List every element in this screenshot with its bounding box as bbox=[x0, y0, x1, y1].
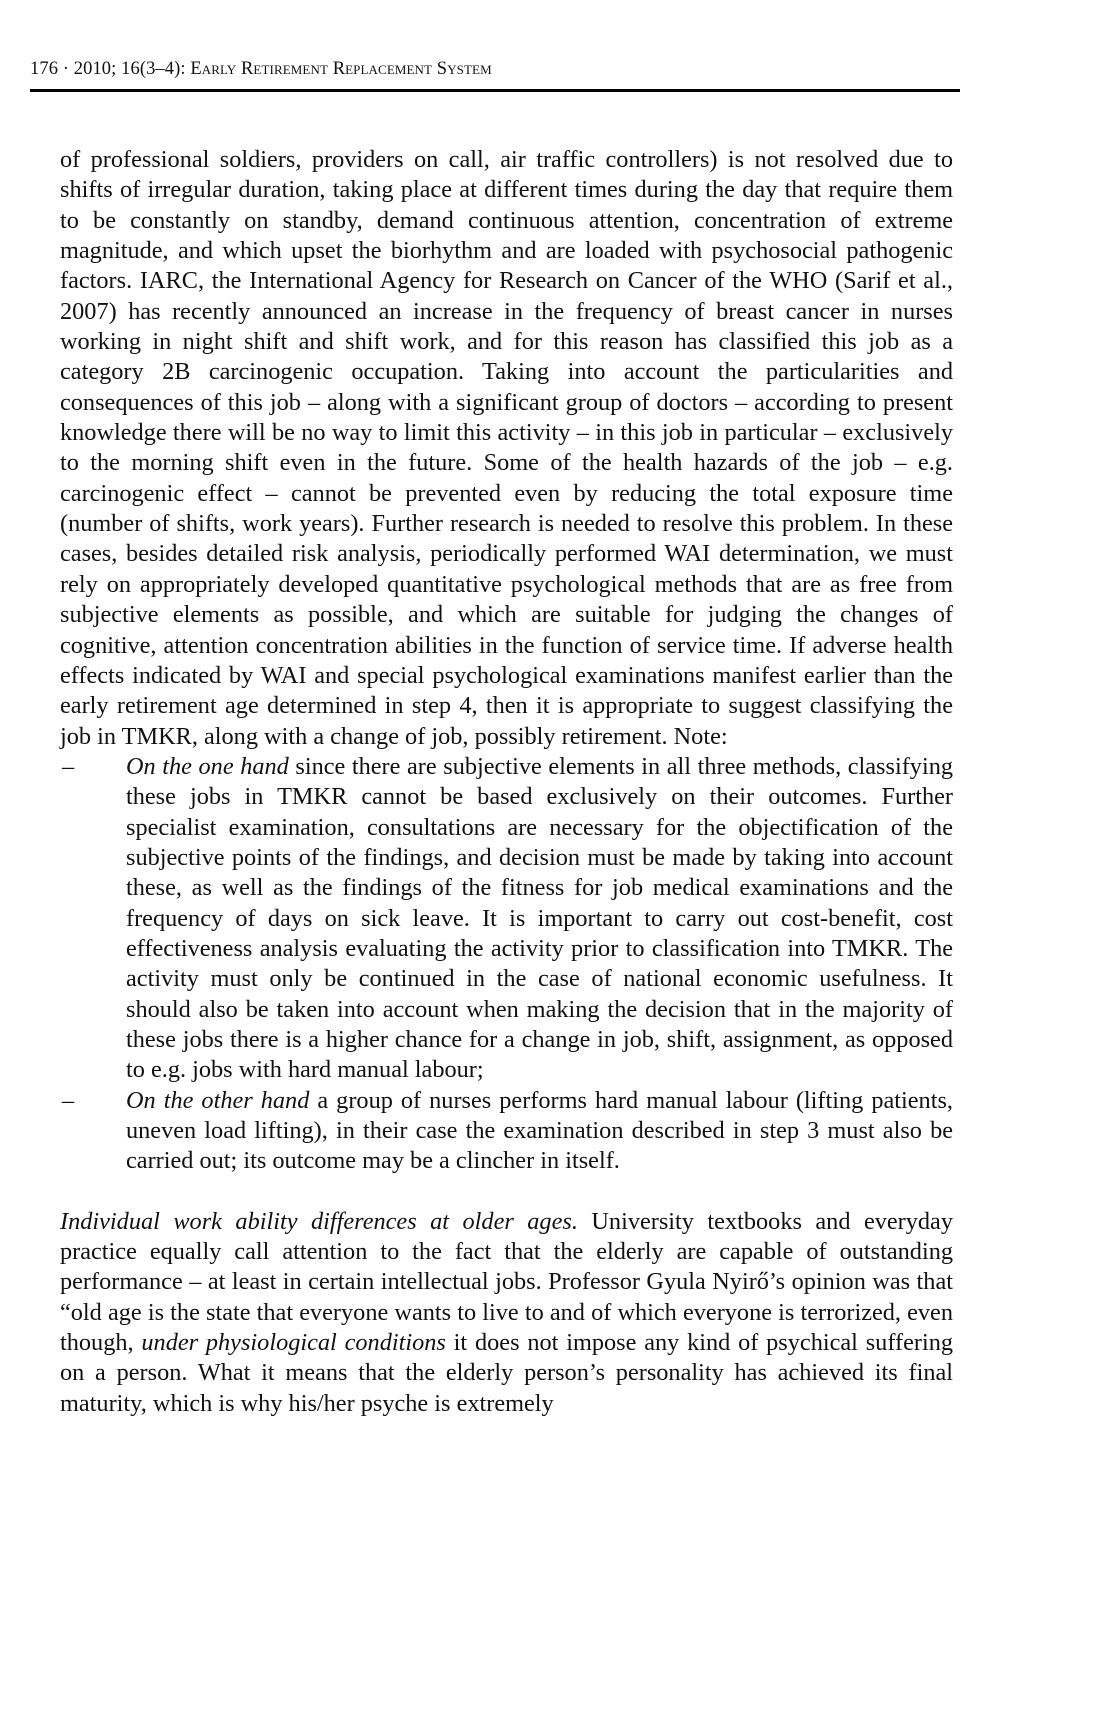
header-text bbox=[30, 58, 960, 80]
paragraph-2-italic-phrase: under physiological conditions bbox=[141, 1329, 446, 1357]
page-reference: 176 · 2010; 16(3–4): bbox=[30, 59, 191, 79]
list-item-text: since there are subjective elements in all three methods, classifying these jobs in TMKR cannot be based exclusively on their outcomes. Further specialist examination, consultations are necessary for the objectification of the subjective points of the findings, and decision must be made by taking into account these, as well as the findings of the fitness for job medical examinations and the frequency of days on sick leave. It is important to carry out cost-benefit, cost effectiveness analysis evaluating the activity prior to classification into TMKR. The activity must only be continued in the case of national economic usefulness. It should also be taken into account when making the decision that in the majority of these jobs there is a higher chance for a change in job, shift, assignment, as opposed to e.g. jobs with hard manual labour; bbox=[126, 752, 953, 1084]
running-title: Early Retirement Replacement System bbox=[190, 59, 492, 79]
header-rule bbox=[30, 89, 960, 92]
note-list bbox=[60, 752, 953, 1177]
running-header bbox=[30, 58, 960, 80]
list-item bbox=[60, 1086, 953, 1177]
section-run-in-heading: Individual work ability differences at older ages. bbox=[60, 1207, 578, 1235]
list-item bbox=[60, 752, 953, 1086]
dash-bullet: – bbox=[62, 752, 75, 780]
list-item-lead: On the one hand bbox=[126, 752, 289, 780]
article-body bbox=[60, 145, 953, 1419]
paragraph-2-text-c: it does not impose any kind of psychical suffering on a person. What it means that the elderly person’s personality has achieved its final maturity, which is why his/her psyche is extremely bbox=[60, 1329, 953, 1417]
list-item-text: a group of nurses performs hard manual labour (lifting patients, uneven load lifting), in their case the examination described in step 3 must also be carried out; its outcome may be a clincher in itself. bbox=[126, 1086, 953, 1175]
paragraph-2-text-a: University textbooks and everyday practice equally call attention to the fact that the elderly are capable of outstanding performance – at least in certain intellectual jobs. Professor Gyula Nyirő’s opinion was that “old age is the state that everyone wants to live to and of which everyone is terrorized, even though, bbox=[60, 1207, 953, 1357]
dash-bullet: – bbox=[62, 1086, 75, 1114]
list-item-lead: On the other hand bbox=[126, 1086, 310, 1114]
paragraph-1: of professional soldiers, providers on call, air traffic controllers) is not resolved due to shifts of irregular duration, taking place at different times during the day that require them to be constantly on standby, demand continuous attention, concentration of extreme magnitude, and which upset the biorhythm and are loaded with psychosocial pathogenic factors. IARC, the International Agency for Research on Cancer of the WHO (Sarif et al., 2007) has recently announced an increase in the frequency of breast cancer in nurses working in night shift and shift work, and for this reason has classified this job as a category 2B carcinogenic occupation. Taking into account the particularities and consequences of this job – along with a significant group of doctors – according to present knowledge there will be no way to limit this activity – in this job in particular – exclusively to the morning shift even in the future. Some of the health hazards of the job – e.g. carcinogenic effect – cannot be prevented even by reducing the total exposure time (number of shifts, work years). Further research is needed to resolve this problem. In these cases, besides detailed risk analysis, periodically performed WAI determination, we must rely on appropriately developed quantitative psychological methods that are as free from subjective elements as possible, and which are suitable for judging the changes of cognitive, attention concentration abilities in the function of service time. If adverse health effects indicated by WAI and special psychological examinations manifest earlier than the early retirement age determined in step 4, then it is appropriate to suggest classifying the job in TMKR, along with a change of job, possibly retirement. Note: bbox=[60, 146, 953, 750]
paragraph-2 bbox=[60, 1207, 953, 1419]
